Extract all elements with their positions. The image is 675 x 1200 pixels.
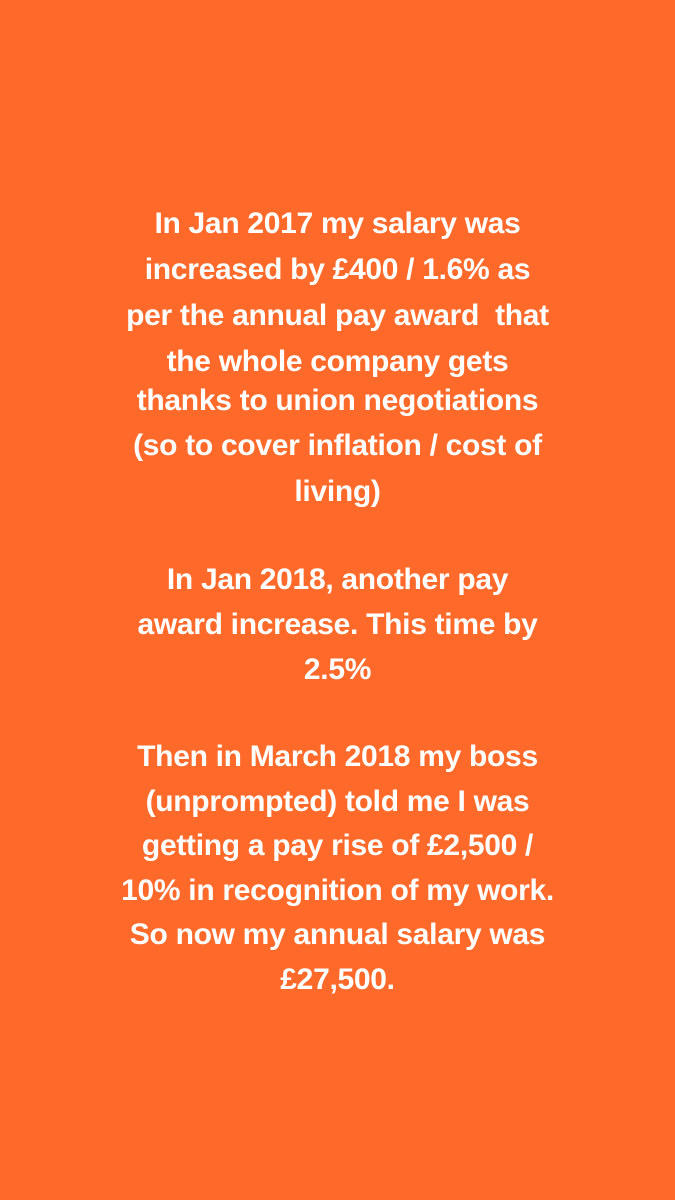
paragraph-1-line-2: increased by £400 / 1.6% as — [144, 253, 531, 286]
paragraph-3-line-2: (unprompted) told me I was — [145, 785, 530, 818]
paragraph-1-line-6: (so to cover inflation / cost of — [133, 429, 542, 462]
paragraph-2-line-2: award increase. This time by — [137, 608, 538, 641]
paragraph-1-line-7: living) — [294, 475, 381, 508]
paragraph-1-line-1: In Jan 2017 my salary was — [154, 207, 521, 240]
paragraph-1-line-3: per the annual pay award that — [126, 299, 549, 332]
paragraph-1-line-4: the whole company gets — [166, 345, 509, 378]
paragraph-3-line-3: getting a pay rise of £2,500 / — [141, 829, 534, 862]
paragraph-3-line-6: £27,500. — [280, 963, 395, 996]
paragraph-3-line-4: 10% in recognition of my work. — [121, 874, 554, 907]
paragraph-3-line-5: So now my annual salary was — [129, 918, 546, 951]
paragraph-3-line-1: Then in March 2018 my boss — [137, 740, 538, 773]
paragraph-2-line-3: 2.5% — [303, 653, 372, 686]
paragraph-2-line-1: In Jan 2018, another pay — [166, 563, 509, 596]
paragraph-1-line-5: thanks to union negotiations — [136, 384, 539, 417]
